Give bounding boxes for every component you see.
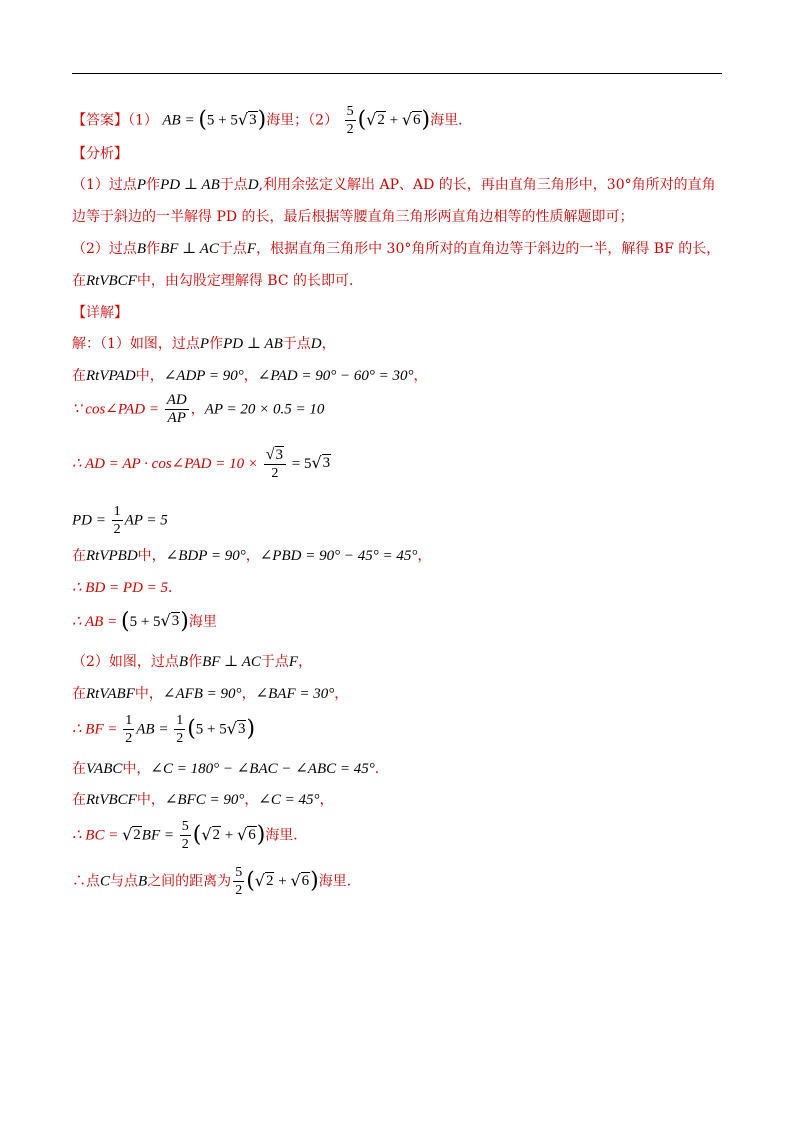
detail-step-1: 解：（1）如图，过点P作PD ⊥ AB于点D， [72, 336, 336, 352]
detail-step-4: ∴ AD = AP · cos∠PAD = 10 × √ 3 2 = 5 √ 3 [72, 446, 331, 481]
detail-step-12: 在VABC中，∠C = 180° − ∠BAC − ∠ABC = 45°． [72, 761, 389, 777]
analysis-line-1: （1）过点P作PD ⊥ AB于点D,利用余弦定义解出 AP、AD 的长，再由直角三角形中，30°角所对的直角 [72, 177, 716, 193]
answer-tag: 【答案】 [72, 112, 128, 129]
fraction: √ 3 2 [264, 446, 286, 482]
detail-step-14: ∴ BC = √ 2 BF = $\frac{5}{2}$ ( √ 2 + √ 6 )海里． [72, 819, 308, 852]
detail-step-10: 在RtVABF中，∠AFB = 90°，∠BAF = 30°， [72, 686, 349, 702]
detail-step-2: 在RtVPAD中，∠ADP = 90°，∠PAD = 90° − 60° = 30°， [72, 368, 428, 384]
analysis-tag: 【分析】 [72, 146, 128, 162]
detail-step-9: （2）如图，过点B作BF ⊥ AC于点F， [72, 654, 313, 670]
detail-step-7: ∴ BD = PD = 5． [72, 580, 183, 596]
fraction: $\frac{1}{2}$ [113, 504, 121, 537]
fraction: $\frac{1}{2}$ [176, 713, 184, 746]
detail-tag: 【详解】 [72, 305, 128, 321]
detail-step-13: 在RtVBCF中，∠BFC = 90°，∠C = 45°， [72, 792, 334, 808]
detail-step-5: PD = $\frac{1}{2}$ AP = 5 [72, 504, 168, 537]
answer-line: 【答案】（1） AB = (5 + 5 √ 3 )海里；（2） $\frac{5}{2}$ ( √ 2 + √ 6 )海里． [72, 104, 473, 137]
fraction: $\frac{5}{2}$ [181, 819, 189, 852]
analysis-line-2: 边等于斜边的一半解得 PD 的长，最后根据等腰直角三角形两直角边相等的性质解题即可； [72, 209, 634, 225]
detail-step-6: 在RtVPBD中，∠BDP = 90°，∠PBD = 90° − 45° = 45°， [72, 548, 432, 564]
detail-step-11: ∴ BF = $\frac{1}{2}$ AB = $\frac{1}{2}$ (5 + 5 √ 3 ) [72, 713, 256, 746]
analysis-line-3: （2）过点B作BF ⊥ AC于点F，根据直角三角形中 30°角所对的直角边等于斜边的一半，解得 BF 的长， [72, 241, 721, 257]
detail-step-8: ∴ AB = (5 + 5 √ 3 )海里 [72, 609, 217, 634]
detail-step-15: ∴点C与点B之间的距离为 $\frac{5}{2}$ ( √ 2 + √ 6 )海里． [72, 865, 361, 898]
sqrt: √ 3 [237, 109, 257, 129]
detail-step-3: ∵ cos∠PAD = $\frac{AD}{AP}$ ，AP = 20 × 0.5 = 10 [72, 392, 325, 426]
fraction: $\frac{5}{2}$ [346, 104, 354, 137]
analysis-line-4: 在RtVBCF中，由勾股定理解得 BC 的长即可． [72, 273, 363, 289]
fraction: $\frac{5}{2}$ [235, 865, 243, 898]
header-rule [72, 73, 722, 74]
fraction: $\frac{AD}{AP}$ [166, 392, 187, 426]
fraction: $\frac{1}{2}$ [125, 713, 133, 746]
